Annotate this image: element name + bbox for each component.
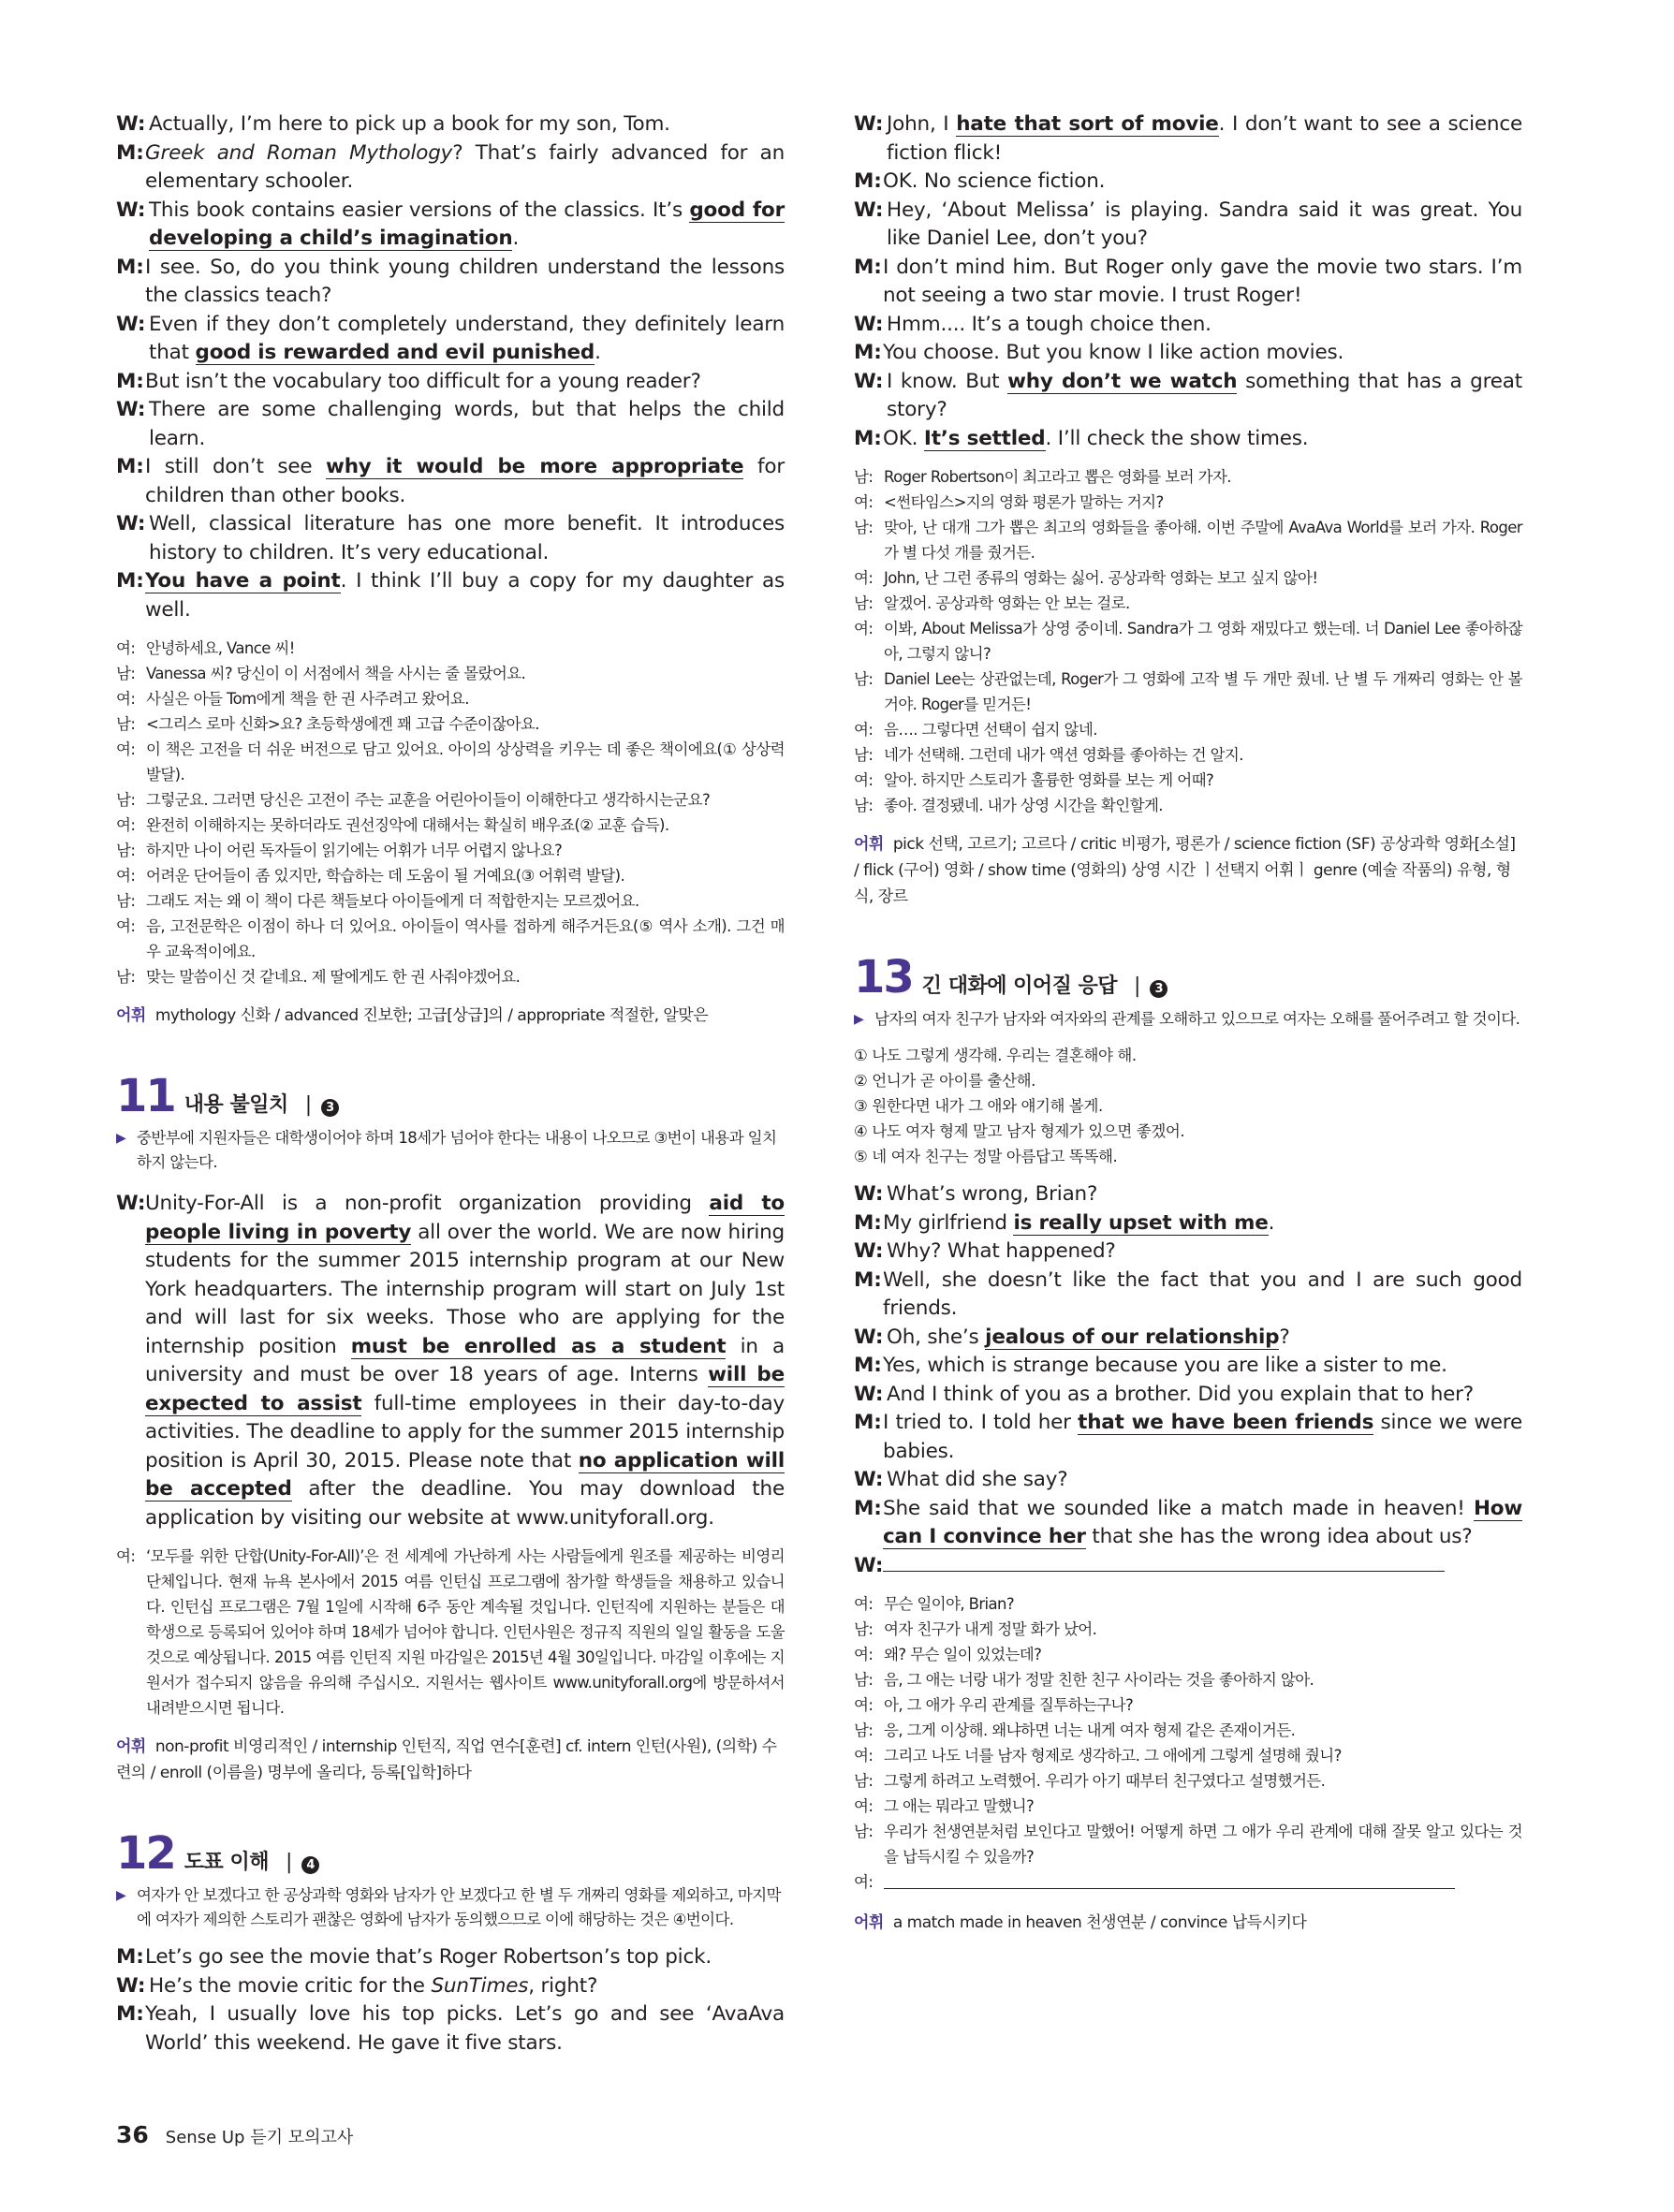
right-column	[854, 110, 1522, 1936]
dialogue-line: W: What’s wrong, Brian?	[854, 1180, 1522, 1209]
divider: |	[304, 1093, 313, 1117]
translation-line: 여: <썬타임스>지의 영화 평론가 말하는 거지?	[854, 493, 1164, 511]
speaker-label: W:	[116, 1973, 146, 1998]
section-12-header	[116, 1827, 785, 1880]
translation-line: 남: 네가 선택해. 그런데 내가 액션 영화를 좋아하는 건 알지.	[854, 746, 1243, 764]
answer-badge: 3	[321, 1099, 339, 1117]
speaker-label: M:	[116, 455, 144, 478]
speaker-label: M:	[854, 341, 882, 364]
translation-line: 남: 응, 그게 이상해. 왜냐하면 너는 내게 여자 형제 같은 존재이거든.	[854, 1721, 1296, 1739]
translation-line: 여: John, 난 그런 종류의 영화는 싫어. 공상과학 영화는 보고 싶지 않아!	[854, 569, 1318, 587]
speaker-label: M:	[116, 2002, 144, 2026]
translation-line: 여: 어려운 단어들이 좀 있지만, 학습하는 데 도움이 될 거예요(③ 어휘력 발달).	[116, 867, 625, 885]
translation-line: 남: 여자 친구가 내게 정말 화가 났어.	[854, 1620, 1097, 1638]
divider: |	[285, 1851, 293, 1874]
speaker-label: M:	[116, 369, 144, 393]
section-11-monologue: W: Unity-For-All is a non-profit organization providing aid to people living in poverty all over the world. We are now hiring students for the summer 2015 internship program at our New York headquarters. The internship program will start on July 1st and will last for six weeks. Those who are applying for the internship position must be enrolled as a student in a university and must be over 18 years of age. Interns will be expected to assist full-time employees in their day-to-day activities. The deadline to apply for the summer 2015 internship position is April 30, 2015. Please note that no application will be accepted after the deadline. You may download the application by visiting our website at www.unityforall.org.	[116, 1192, 786, 1530]
triangle-icon: ▶	[854, 1012, 864, 1027]
dialogue-line: M: I tried to. I told her that we have been friends since we were babies.	[854, 1409, 1522, 1466]
divider: |	[1134, 974, 1141, 998]
translation-line: 여: 안녕하세요, Vance 씨!	[116, 639, 295, 657]
dialogue-line: W: Actually, I’m here to pick up a book for my son, Tom.	[116, 110, 785, 139]
section-13-translation	[854, 1591, 1522, 1869]
left-column	[116, 110, 785, 2058]
kr-answer-line: 여:	[854, 1869, 1522, 1895]
option-item: ⑤ 네 여자 친구는 정말 아름답고 똑똑해.	[854, 1148, 1118, 1165]
section-13-header	[854, 951, 1522, 1003]
speaker-label: W:	[116, 112, 146, 136]
question-number: 11	[116, 1070, 175, 1122]
translation-line: 남: 음, 그 애는 너랑 내가 정말 친한 친구 사이라는 것을 좋아하지 않아.	[854, 1671, 1314, 1689]
translation-line: 여: 음…. 그렇다면 선택이 쉽지 않네.	[854, 721, 1097, 739]
dialogue-line: M: You choose. But you know I like action movies.	[854, 339, 1522, 368]
speaker-label: M:	[854, 255, 882, 279]
speaker-label: M:	[116, 140, 144, 165]
triangle-icon: ▶	[116, 1131, 126, 1146]
dialogue-line: W: Oh, she’s jealous of our relationship?	[854, 1324, 1522, 1353]
section-13-vocab: 어휘 a match made in heaven 천생연분 / convince 납득시키다	[854, 1913, 1307, 1932]
speaker-label: W:	[854, 112, 884, 136]
option-item: ④ 나도 여자 형제 말고 남자 형제가 있으면 좋겠어.	[854, 1122, 1185, 1140]
section-12-dialogue-part1	[116, 1943, 785, 2058]
translation-line: 여: 사실은 아들 Tom에게 책을 한 권 사주려고 왔어요.	[116, 690, 469, 708]
dialogue-line: W: There are some challenging words, but that helps the child learn.	[116, 396, 785, 453]
translation-line: 남: 맞는 말씀이신 것 같네요. 제 딸에게도 한 권 사줘야겠어요.	[116, 968, 521, 986]
speaker-label: M:	[854, 169, 882, 193]
dialogue-line: M: Greek and Roman Mythology? That’s fairly advanced for an elementary schooler.	[116, 139, 785, 197]
translation-line: 여: 무슨 일이야, Brian?	[854, 1595, 1015, 1613]
translation-line: 남: 그래도 저는 왜 이 책이 다른 책들보다 아이들에게 더 적합한지는 모르겠어요.	[116, 892, 639, 910]
translation-line: 남: 그렇게 하려고 노력했어. 우리가 아기 때부터 친구였다고 설명했거든.	[854, 1772, 1326, 1790]
dialogue-line: M: I still don’t see why it would be more appropriate for children than other books.	[116, 453, 785, 510]
speaker-label: M:	[854, 1411, 882, 1434]
triangle-icon: ▶	[116, 1888, 126, 1903]
speaker-label: M:	[116, 569, 144, 593]
dialogue-line: M: OK. No science fiction.	[854, 168, 1522, 197]
option-item: ③ 원한다면 내가 그 애와 얘기해 볼게.	[854, 1097, 1103, 1115]
translation-line: 여: 음, 고전문학은 이점이 하나 더 있어요. 아이들이 역사를 접하게 해주거든요(⑤ 역사 소개). 그건 매우 교육적이에요.	[116, 917, 785, 960]
section-11-vocab: 어휘 non-profit 비영리적인 / internship 인턴직, 직업 연수[훈련] cf. intern 인턴(사원), (의학) 수련의 / enroll (이름을) 명부에 올리다, 등록[입학]하다	[116, 1737, 777, 1782]
section-10-translation	[116, 636, 785, 989]
translation-line: 여: 이봐, About Melissa가 상영 중이네. Sandra가 그 영화 재밌다고 했는데. 너 Daniel Lee 좋아하잖아, 그렇지 않니?	[854, 620, 1522, 663]
speaker-label: W:	[854, 1239, 884, 1263]
dialogue-line: W: Hey, ‘About Melissa’ is playing. Sandra said it was great. You like Daniel Lee, don’t you?	[854, 197, 1522, 254]
dialogue-line: M: But isn’t the vocabulary too difficult for a young reader?	[116, 368, 785, 397]
translation-line: 남: 알겠어. 공상과학 영화는 안 보는 걸로.	[854, 594, 1130, 612]
translation-line: 여: 알아. 하지만 스토리가 훌륭한 영화를 보는 게 어때?	[854, 771, 1214, 789]
speaker-label: W:	[854, 1182, 884, 1206]
translation-line: 여: 왜? 무슨 일이 있었는데?	[854, 1646, 1042, 1663]
dialogue-line: M: My girlfriend is really upset with me.	[854, 1209, 1522, 1238]
question-type: 도표 이해	[184, 1851, 269, 1874]
speaker-label: M:	[116, 255, 144, 279]
question-type: 긴 대화에 이어질 응답	[921, 974, 1118, 998]
section-12-vocab: 어휘 pick 선택, 고르기; 고르다 / critic 비평가, 평론가 / science fiction (SF) 공상과학 영화[소설] / flick (구어) 영화 / show time (영화의) 상영 시간 ㅣ선택지 어휘ㅣ genre (예술 작품의) 유형, 형식, 장르	[854, 835, 1516, 906]
speaker-label: W:	[854, 1382, 884, 1406]
speaker-label: W:	[116, 398, 146, 421]
translation-line: 여: 아, 그 애가 우리 관계를 질투하는구나?	[854, 1696, 1134, 1714]
speaker-label: M:	[854, 426, 882, 450]
section-12-dialogue-part2	[854, 110, 1522, 453]
section-13-options	[854, 1043, 1522, 1169]
speaker-label: W:	[854, 198, 884, 222]
translation-line: 여: 완전히 이해하지는 못하더라도 권선징악에 대해서는 확실히 배우죠(② 교훈 습득).	[116, 816, 669, 834]
dialogue-line: W: Hmm.... It’s a tough choice then.	[854, 311, 1522, 340]
answer-line: W:	[854, 1552, 1522, 1581]
page-number: 36	[116, 2121, 149, 2148]
question-type: 내용 불일치	[184, 1093, 288, 1117]
question-number: 12	[116, 1827, 175, 1880]
section-12-explanation: ▶ 여자가 안 보겠다고 한 공상과학 영화와 남자가 안 보겠다고 한 별 두 개짜리 영화를 제외하고, 마지막에 여자가 제의한 스토리가 괜찮은 영화에 남자가 동의했으므로 이에 해당하는 것은 ④번이다.	[116, 1883, 785, 1932]
section-10-vocab: 어휘 mythology 신화 / advanced 진보한; 고급[상급]의 / appropriate 적절한, 알맞은	[116, 1006, 709, 1025]
option-item: ② 언니가 곧 아이를 출산해.	[854, 1072, 1036, 1090]
dialogue-line: W: Why? What happened?	[854, 1238, 1522, 1267]
section-11-translation: 여: ‘모두를 위한 단합(Unity-For-All)’은 전 세계에 가난하게 사는 사람들에게 원조를 제공하는 비영리 단체입니다. 현재 뉴욕 본사에서 2015 여름 인턴십 프로그램에 참가할 학생들을 채용하고 있습니다. 인턴십 프로그램은 7월 1일에 시작해 6주 동안 계속될 것입니다. 인턴직에 지원하는 분들은 대학생으로 등록되어 있어야 하며 18세가 넘어야 합니다. 인턴사원은 정규직 직원의 일일 활동을 도울 것으로 예상됩니다. 2015 여름 인턴직 지원 마감일은 2015년 4월 30일입니다. 마감일 이후에는 지원서가 접수되지 않음을 유의해 주십시오. 지원서는 웹사이트 www.unityforall.org에 방문하셔서 내려받으시면 됩니다.	[116, 1547, 785, 1717]
translation-line: 남: 맞아, 난 대개 그가 뽑은 최고의 영화들을 좋아해. 이번 주말에 AvaAva World를 보러 가자. Roger가 별 다섯 개를 줬거든.	[854, 519, 1522, 562]
speaker-label: W:	[854, 312, 884, 336]
page-footer	[116, 2121, 353, 2148]
answer-badge: 4	[301, 1856, 319, 1874]
section-13-explanation: ▶ 남자의 여자 친구가 남자와 여자와의 관계를 오해하고 있으므로 여자는 오해를 풀어주려고 할 것이다.	[854, 1007, 1522, 1032]
speaker-label: W:	[854, 369, 884, 393]
translation-line: 여: 그 애는 뭐라고 말했니?	[854, 1797, 1035, 1815]
translation-line: 여: 그리고 나도 너를 남자 형제로 생각하고. 그 애에게 그렇게 설명해 줬니?	[854, 1747, 1342, 1765]
dialogue-line: M: OK. It’s settled. I’ll check the show times.	[854, 425, 1522, 454]
section-11-header	[116, 1070, 785, 1122]
dialogue-line: M: Let’s go see the movie that’s Roger Robertson’s top pick.	[116, 1943, 785, 1972]
dialogue-line: M: You have a point. I think I’ll buy a copy for my daughter as well.	[116, 567, 785, 624]
answer-blank	[883, 1552, 1445, 1572]
section-11-explanation: ▶ 중반부에 지원자들은 대학생이어야 하며 18세가 넘어야 한다는 내용이 나오므로 ③번이 내용과 일치하지 않는다.	[116, 1126, 785, 1175]
translation-line: 여: 이 책은 고전을 더 쉬운 버전으로 담고 있어요. 아이의 상상력을 키우는 데 좋은 책이에요(① 상상력 발달).	[116, 740, 785, 784]
translation-line: 남: <그리스 로마 신화>요? 초등학생에겐 꽤 고급 수준이잖아요.	[116, 715, 539, 733]
translation-line: 남: Daniel Lee는 상관없는데, Roger가 그 영화에 고작 별 두 개만 줬네. 난 별 두 개짜리 영화는 안 볼 거야. Roger를 믿거든!	[854, 670, 1522, 713]
section-10-dialogue	[116, 110, 785, 624]
speaker-label: W:	[116, 312, 146, 336]
book-title: Sense Up 듣기 모의고사	[165, 2128, 354, 2147]
translation-line: 남: 하지만 나이 어린 독자들이 읽기에는 어휘가 너무 어렵지 않나요?	[116, 842, 563, 859]
speaker-label: W:	[854, 1468, 884, 1491]
dialogue-line: M: Well, she doesn’t like the fact that you and I are such good friends.	[854, 1267, 1522, 1324]
dialogue-line: W: John, I hate that sort of movie. I don’t want to see a science fiction flick!	[854, 110, 1522, 168]
kr-answer-blank	[884, 1869, 1455, 1889]
translation-line: 남: Roger Robertson이 최고라고 뽑은 영화를 보러 가자.	[854, 468, 1231, 486]
dialogue-line: W: What did she say?	[854, 1466, 1522, 1495]
dialogue-line: M: Yeah, I usually love his top picks. Let’s go and see ‘AvaAva World’ this weekend. He gave it five stars.	[116, 2000, 785, 2058]
dialogue-line: M: I don’t mind him. But Roger only gave the movie two stars. I’m not seeing a two star movie. I trust Roger!	[854, 254, 1522, 311]
speaker-label: W:	[854, 1325, 884, 1349]
answer-badge: 3	[1150, 980, 1167, 998]
translation-line: 남: 우리가 천생연분처럼 보인다고 말했어! 어떻게 하면 그 애가 우리 관계에 대해 잘못 알고 있다는 것을 납득시킬 수 있을까?	[854, 1823, 1522, 1866]
dialogue-line: W: Well, classical literature has one more benefit. It introduces history to children. It’s very educational.	[116, 510, 785, 567]
dialogue-line: W: I know. But why don’t we watch something that has a great story?	[854, 368, 1522, 425]
translation-line: 남: Vanessa 씨? 당신이 이 서점에서 책을 사시는 줄 몰랐어요.	[116, 665, 526, 682]
translation-line: 남: 좋아. 결정됐네. 내가 상영 시간을 확인할게.	[854, 797, 1163, 814]
dialogue-line: W: And I think of you as a brother. Did you explain that to her?	[854, 1381, 1522, 1410]
dialogue-line: M: She said that we sounded like a match made in heaven! How can I convince her that she has the wrong idea about us?	[854, 1495, 1522, 1552]
speaker-label: M:	[116, 1945, 144, 1969]
speaker-label: M:	[854, 1496, 882, 1520]
dialogue-line: M: I see. So, do you think young children understand the lessons the classics teach?	[116, 254, 785, 311]
dialogue-line: M: Yes, which is strange because you are like a sister to me.	[854, 1352, 1522, 1381]
option-item: ① 나도 그렇게 생각해. 우리는 결혼해야 해.	[854, 1047, 1137, 1064]
speaker-label: M:	[854, 1267, 882, 1292]
section-13-dialogue	[854, 1180, 1522, 1552]
speaker-label: W:	[116, 198, 146, 222]
speaker-label: M:	[854, 1354, 882, 1377]
speaker-label: M:	[854, 1210, 882, 1235]
translation-line: 남: 그렇군요. 그러면 당신은 고전이 주는 교훈을 어린아이들이 이해한다고 생각하시는군요?	[116, 791, 711, 809]
question-number: 13	[854, 951, 913, 1003]
section-12-translation	[854, 464, 1522, 818]
speaker-label: W:	[116, 512, 146, 535]
dialogue-line: W: This book contains easier versions of the classics. It’s good for developing a child’s imagination.	[116, 197, 785, 254]
dialogue-line: W: He’s the movie critic for the SunTimes, right?	[116, 1972, 785, 2001]
dialogue-line: W: Even if they don’t completely understand, they definitely learn that good is rewarded and evil punished.	[116, 311, 785, 368]
